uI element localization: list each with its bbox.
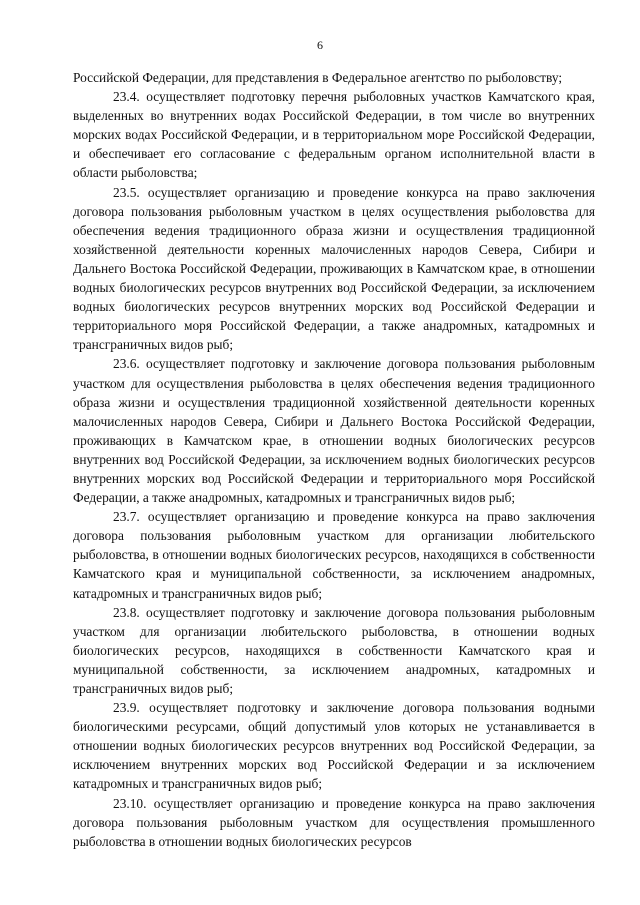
paragraph-23-6: 23.6. осуществляет подготовку и заключение договора пользования рыболовным участком для осуществления рыболовства в целях обеспечения ведения традиционного образа жизни и осуществления традиционной хозяйственной деятельности коренных малочисленных народов Севера, Сибири и Дальнего Востока Российской Федерации, проживающих в Камчатском крае, в отношении водных биологических ресурсов внутренних вод Российской Федерации, за исключением водных биологических ресурсов внутренних морских вод Российской Федерации и территориального моря Российской Федерации, а также анадромных, катадромных и трансграничных видов рыб; [73,356,595,506]
paragraph-23-10: 23.10. осуществляет организацию и проведение конкурса на право заключения договора пользования рыболовным участком для осуществления промышленного рыболовства в отношении водных биологических ресурсов [73,795,595,849]
page-number: 6 [317,38,323,52]
paragraph-23-9: 23.9. осуществляет подготовку и заключение договора пользования водными биологическими ресурсами, общий допустимый улов которых не устанавливается в отношении водных биологических ресурсов внутренних вод Российской Федерации, за исключением внутренних морских вод Российской Федерации и за исключением катадромных и трансграничных видов рыб; [73,700,595,792]
paragraph-23-4: 23.4. осуществляет подготовку перечня рыболовных участков Камчатского края, выделенных во внутренних водах Российской Федерации, в том числе во внутренних морских водах Российской Федерации, и в территориальном море Российской Федерации, и обеспечивает его согласование с федеральным органом исполнительной власти в области рыболовства; [73,89,595,181]
paragraph-23-8: 23.8. осуществляет подготовку и заключение договора пользования рыболовным участком для организации любительского рыболовства, в отношении водных биологических ресурсов, находящихся в собственности Камчатского края и муниципальной собственности, за исключением анадромных, катадромных и трансграничных видов рыб; [73,604,595,696]
document-body [73,68,595,851]
paragraph-continuation: Российской Федерации, для представления в Федеральное агентство по рыболовству; [73,70,563,85]
paragraph-23-7: 23.7. осуществляет организацию и проведение конкурса на право заключения договора пользования рыболовным участком для организации любительского рыболовства, в отношении водных биологических ресурсов, находящихся в собственности Камчатского края и муниципальной собственности, за исключением анадромных, катадромных и трансграничных видов рыб; [73,509,595,601]
paragraph-23-5: 23.5. осуществляет организацию и проведение конкурса на право заключения договора пользования рыболовным участком в целях осуществления рыболовства для обеспечения ведения традиционного образа жизни и осуществления традиционной хозяйственной деятельности коренных малочисленных народов Севера, Сибири и Дальнего Востока Российской Федерации, проживающих в Камчатском крае, в отношении водных биологических ресурсов внутренних вод Российской Федерации, за исключением водных биологических ресурсов внутренних морских вод Российской Федерации и территориального моря Российской Федерации, а также анадромных, катадромных и трансграничных видов рыб; [73,184,595,353]
